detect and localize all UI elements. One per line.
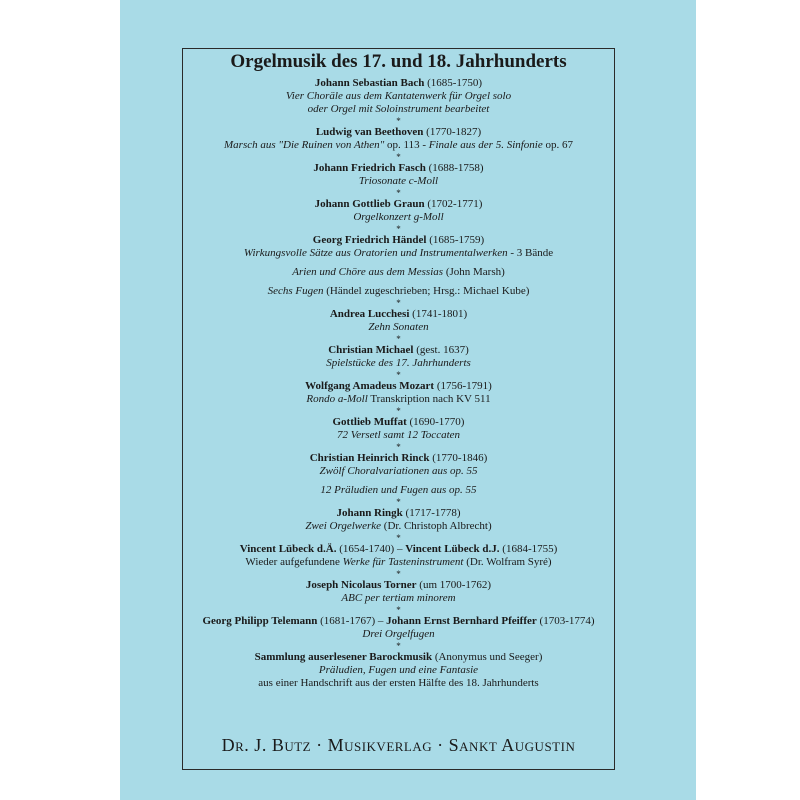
separator-star: * bbox=[396, 334, 401, 344]
work-line: 72 Versetl samt 12 Toccaten bbox=[336, 429, 461, 441]
separator-star: * bbox=[396, 605, 401, 615]
separator-star: * bbox=[396, 406, 401, 416]
composer-line bbox=[182, 615, 615, 628]
composer-dates: (1684-1755) bbox=[502, 543, 558, 555]
work-line: Spielstücke des 17. Jahrhunderts bbox=[326, 357, 471, 369]
separator-star: * bbox=[396, 116, 401, 126]
composer-line bbox=[182, 543, 615, 556]
work-line: Vier Choräle aus dem Kantatenwerk für Orgel solo bbox=[285, 90, 512, 102]
work-line bbox=[182, 139, 615, 152]
work-title: Zwei Orgelwerke bbox=[305, 520, 382, 532]
composer-dates: (1741-1801) bbox=[412, 308, 468, 320]
work-line: Präludien, Fugen und eine Fantasie bbox=[318, 664, 479, 676]
composer-name: Georg Friedrich Händel bbox=[312, 234, 427, 246]
collection-note: (Anonymus und Seeger) bbox=[434, 651, 543, 663]
composer-line bbox=[182, 416, 615, 429]
work-line: Drei Orgelfugen bbox=[362, 628, 435, 640]
composer-dates: (1756-1791) bbox=[436, 380, 492, 392]
composer-dates: (1685-1750) bbox=[427, 77, 483, 89]
work-note: Transkription nach KV 511 bbox=[367, 393, 491, 405]
separator-star: * bbox=[396, 224, 401, 234]
composer-line bbox=[182, 579, 615, 592]
work-title: Marsch aus "Die Ruinen von Athen" bbox=[224, 139, 385, 151]
work-title: Arien und Chöre aus dem Messias bbox=[292, 266, 444, 278]
separator-star: * bbox=[396, 442, 401, 452]
publisher-label: Musikverlag bbox=[327, 735, 433, 755]
work-note: - 3 Bände bbox=[507, 247, 554, 259]
work-note: op. 113 - bbox=[384, 139, 429, 151]
separator-star: * bbox=[396, 188, 401, 198]
work-line: aus einer Handschrift aus der ersten Hälfte des 18. Jahrhunderts bbox=[258, 677, 539, 689]
composer-dates: (1654-1740) bbox=[339, 543, 395, 555]
work-line bbox=[182, 393, 615, 406]
composer-name: Georg Philipp Telemann bbox=[202, 615, 318, 627]
composer-line bbox=[182, 651, 615, 664]
separator-star: * bbox=[396, 533, 401, 543]
composer-line bbox=[182, 452, 615, 465]
publisher-city: Sankt Augustin bbox=[448, 735, 576, 755]
work-line bbox=[182, 285, 615, 298]
work-line: ABC per tertiam minorem bbox=[341, 592, 456, 604]
page-title: Orgelmusik des 17. und 18. Jahrhunderts bbox=[230, 51, 567, 72]
composer-dates: (1681-1767) bbox=[320, 615, 376, 627]
composer-line bbox=[182, 380, 615, 393]
work-line bbox=[182, 266, 615, 279]
composer-name: Christian Michael bbox=[328, 344, 414, 356]
work-title: Sechs Fugen bbox=[267, 285, 324, 297]
composer-name: Ludwig van Beethoven bbox=[315, 126, 424, 138]
work-line: Zwölf Choralvariationen aus op. 55 bbox=[319, 465, 478, 477]
composer-dates: (1717-1778) bbox=[405, 507, 461, 519]
composer-line bbox=[182, 77, 615, 90]
composer-dates: (1703-1774) bbox=[539, 615, 595, 627]
publisher-name: Dr. J. Butz bbox=[221, 735, 312, 755]
publisher-footer bbox=[182, 735, 615, 756]
work-note: (John Marsh) bbox=[443, 266, 505, 278]
footer-dot: · bbox=[437, 735, 444, 755]
work-line bbox=[182, 520, 615, 533]
composer-line bbox=[182, 344, 615, 357]
work-line: Orgelkonzert g-Moll bbox=[353, 211, 444, 223]
work-note: (Dr. Wolfram Syré) bbox=[463, 556, 552, 568]
work-line bbox=[182, 556, 615, 569]
composer-line bbox=[182, 234, 615, 247]
collection-name: Sammlung auserlesener Barockmusik bbox=[254, 651, 433, 663]
composer-dates: (1770-1827) bbox=[426, 126, 482, 138]
catalog bbox=[182, 52, 615, 690]
work-title: Rondo a-Moll bbox=[306, 393, 368, 405]
footer-dot: · bbox=[316, 735, 323, 755]
separator-star: * bbox=[396, 370, 401, 380]
dash: – bbox=[394, 543, 406, 555]
work-note: (Händel zugeschrieben; Hrsg.: Michael Kube) bbox=[323, 285, 530, 297]
composer-line bbox=[182, 162, 615, 175]
work-note: (Dr. Christoph Albrecht) bbox=[381, 520, 492, 532]
composer-name: Vincent Lübeck d.Ä. bbox=[239, 543, 337, 555]
composer-dates: (1685-1759) bbox=[429, 234, 485, 246]
composer-name: Joseph Nicolaus Torner bbox=[305, 579, 417, 591]
composer-name: Johann Ernst Bernhard Pfeiffer bbox=[386, 615, 537, 627]
composer-name: Johann Ringk bbox=[336, 507, 403, 519]
work-title: Wirkungsvolle Sätze aus Oratorien und Instrumentalwerken bbox=[243, 247, 508, 259]
work-line: Zehn Sonaten bbox=[368, 321, 429, 333]
composer-name: Vincent Lübeck d.J. bbox=[405, 543, 500, 555]
composer-dates: (gest. 1637) bbox=[416, 344, 469, 356]
composer-dates: (1770-1846) bbox=[432, 452, 488, 464]
work-line: 12 Präludien und Fugen aus op. 55 bbox=[320, 484, 477, 496]
composer-name: Andrea Lucchesi bbox=[329, 308, 410, 320]
separator-star: * bbox=[396, 152, 401, 162]
composer-line bbox=[182, 308, 615, 321]
work-title: Finale aus der 5. Sinfonie bbox=[428, 139, 543, 151]
work-note: Wieder aufgefundene bbox=[245, 556, 343, 568]
composer-dates: (1688-1758) bbox=[428, 162, 484, 174]
separator-star: * bbox=[396, 569, 401, 579]
composer-name: Gottlieb Muffat bbox=[332, 416, 407, 428]
work-line: oder Orgel mit Soloinstrument bearbeitet bbox=[307, 103, 490, 115]
separator-star: * bbox=[396, 641, 401, 651]
composer-dates: (um 1700-1762) bbox=[419, 579, 492, 591]
composer-dates: (1702-1771) bbox=[427, 198, 483, 210]
dash: – bbox=[375, 615, 387, 627]
composer-dates: (1690-1770) bbox=[409, 416, 465, 428]
separator-star: * bbox=[396, 298, 401, 308]
work-line bbox=[182, 247, 615, 260]
composer-line bbox=[182, 198, 615, 211]
composer-name: Johann Gottlieb Graun bbox=[314, 198, 425, 210]
composer-name: Johann Sebastian Bach bbox=[314, 77, 425, 89]
composer-line bbox=[182, 507, 615, 520]
composer-name: Johann Friedrich Fasch bbox=[313, 162, 426, 174]
composer-line bbox=[182, 126, 615, 139]
work-note: op. 67 bbox=[542, 139, 573, 151]
separator-star: * bbox=[396, 497, 401, 507]
work-title: Werke für Tasteninstrument bbox=[342, 556, 464, 568]
composer-name: Wolfgang Amadeus Mozart bbox=[305, 380, 435, 392]
work-line: Triosonate c-Moll bbox=[358, 175, 439, 187]
composer-name: Christian Heinrich Rinck bbox=[309, 452, 430, 464]
